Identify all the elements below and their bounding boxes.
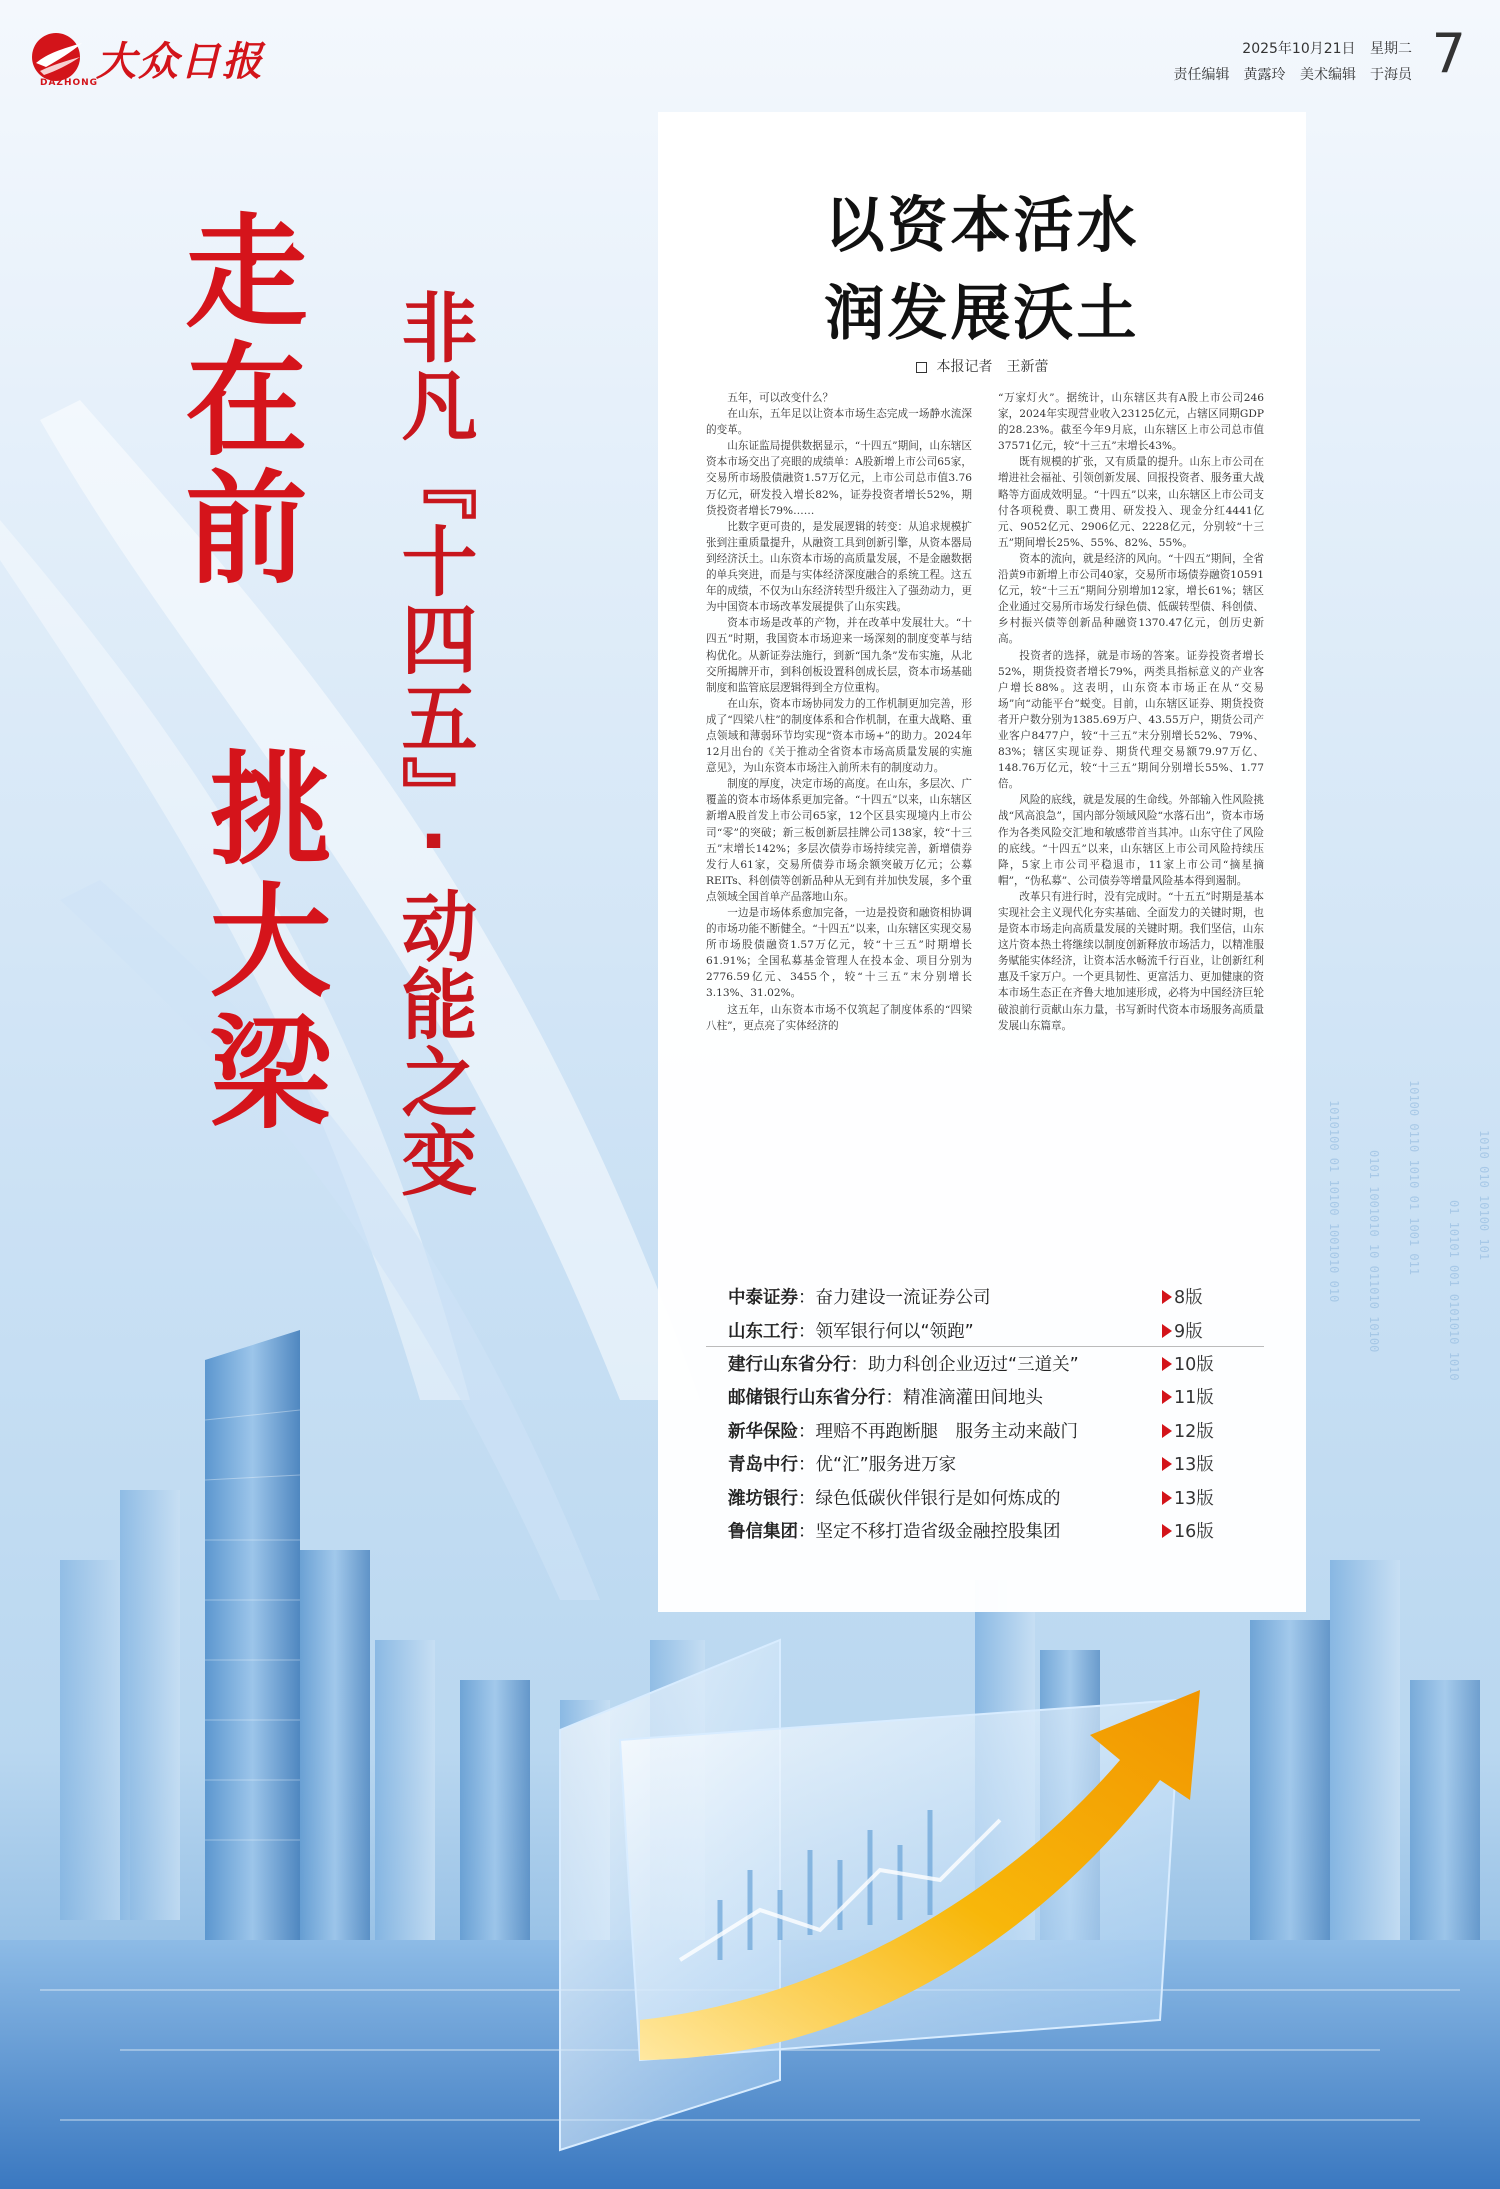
toc-page: 10版 (1174, 1354, 1214, 1375)
slogan-line-2: 挑大梁 (189, 745, 333, 1141)
triangle-right-icon (1162, 1491, 1172, 1505)
list-item[interactable] (728, 1480, 1224, 1513)
newspaper-name: 大众日报 (96, 37, 264, 85)
triangle-right-icon (1162, 1290, 1172, 1304)
toc-title: ：精准滴灌田间地头 (885, 1388, 1043, 1409)
triangle-right-icon (1162, 1457, 1172, 1471)
article-column-2 (998, 390, 1264, 1332)
paragraph: 资本市场是改革的产物，并在改革中发展壮大。“十四五”时期，我国资本市场迎来一场深刻的制度变革与结构优化。从新证券法施行，到新“国九条”发布实施，从北交所揭牌开市，到科创板设置科创成长层，资本市场基础制度和监管底层逻辑得到全方位重构。 (706, 617, 972, 694)
editor: 责任编辑 黄露玲 (1173, 67, 1286, 83)
contents-list (728, 1280, 1224, 1547)
list-item[interactable] (728, 1313, 1224, 1346)
article-headline (658, 182, 1306, 358)
paragraph: 这五年，山东资本市场不仅筑起了制度体系的“四梁八柱”，更点亮了实体经济的 (706, 1003, 972, 1032)
triangle-right-icon (1162, 1524, 1172, 1538)
paragraph: 资本的流向，就是经济的风向。“十四五”期间，全省沿黄9市新增上市公司40家，交易所市场债券融资10591亿元，较“十三五”期间分别增加12家，增长61%；辖区企业通过交易所市场发行绿色债、低碳转型债、科创债、乡村振兴债等创新品种融资1370.47亿元，创历史新高。 (998, 552, 1264, 646)
toc-org: 邮储银行山东省分行 (728, 1388, 886, 1409)
paragraph: 山东证监局提供数据显示，“十四五”期间，山东辖区资本市场交出了亮眼的成绩单：A股新增上市公司65家，交易所市场股债融资1.57万亿元，上市公司总市值3.76万亿元，研发投入增长82%，证券投资者增长52%，期货投资者增长79%…… (706, 440, 972, 517)
toc-org: 山东工行 (728, 1321, 798, 1342)
page-meta (1164, 36, 1412, 88)
list-item[interactable] (728, 1347, 1224, 1380)
toc-org: 新华保险 (728, 1421, 798, 1442)
toc-org: 建行山东省分行 (728, 1354, 851, 1375)
svg-text:1010100 01 10100 1001010 010: 1010100 01 10100 1001010 010 (1327, 1100, 1341, 1303)
byline-text: 本报记者 王新蕾 (936, 359, 1049, 375)
toc-title: ：绿色低碳伙伴银行是如何炼成的 (798, 1488, 1061, 1509)
svg-text:0101 1001010 10 011010 10100: 0101 1001010 10 011010 10100 (1367, 1150, 1381, 1353)
paragraph: 改革只有进行时，没有完成时。“十五五”时期是基本实现社会主义现代化夯实基础、全面发力的关键时期，也是资本市场走向高质量发展的关键时期。我们坚信，山东这片资本热土将继续以制度创新释放市场活力，以精准服务赋能实体经济，让资本活水畅流千行百业，让创新红利惠及千家万户。一个更具韧性、更富活力、更加健康的资本市场生态正在齐鲁大地加速形成，必将为中国经济巨轮破浪前行贡献山东力量，书写新时代资本市场服务高质量发展山东篇章。 (998, 890, 1264, 1032)
paragraph: “万家灯火”。据统计，山东辖区共有A股上市公司246家，2024年实现营业收入23125亿元，占辖区同期GDP的28.23%。截至今年9月底，山东辖区上市公司总市值37571亿元，较“十三五”末增长43%。 (998, 392, 1264, 453)
toc-page: 16版 (1174, 1521, 1214, 1542)
toc-title: ：奋力建设一流证券公司 (798, 1288, 991, 1309)
series-topic: 非凡『十四五』·动能之变 (389, 288, 478, 1199)
article-body (706, 390, 1264, 1332)
list-item[interactable] (728, 1280, 1224, 1313)
toc-title: ：理赔不再跑断腿 服务主动来敲门 (798, 1421, 1078, 1442)
toc-page: 12版 (1174, 1421, 1214, 1442)
toc-title: ：领军银行何以“领跑” (798, 1321, 974, 1342)
toc-page: 13版 (1174, 1455, 1214, 1476)
byline-square-icon (916, 362, 927, 373)
svg-text:1010 010 10100 101: 1010 010 10100 101 (1477, 1130, 1491, 1261)
headline-line-2: 润发展沃土 (824, 279, 1140, 349)
toc-page: 9版 (1174, 1321, 1203, 1342)
art-editor: 美术编辑 于海员 (1300, 67, 1412, 83)
list-item[interactable] (728, 1447, 1224, 1480)
toc-title: ：优“汇”服务进万家 (798, 1455, 957, 1476)
list-item[interactable] (728, 1514, 1224, 1547)
page-number: 7 (1431, 22, 1466, 85)
paragraph: 在山东，五年足以让资本市场生态完成一场静水流深的变革。 (706, 408, 972, 437)
toc-page: 11版 (1174, 1388, 1214, 1409)
toc-org: 青岛中行 (728, 1455, 798, 1476)
newspaper-logo-icon (26, 31, 90, 85)
toc-page: 8版 (1174, 1288, 1203, 1309)
toc-title: ：助力科创企业迈过“三道关” (850, 1354, 1079, 1375)
toc-org: 中泰证券 (728, 1288, 798, 1309)
headline-line-1: 以资本活水 (824, 191, 1140, 261)
triangle-right-icon (1162, 1357, 1172, 1371)
svg-text:01 10101 001 0101010 1010: 01 10101 001 0101010 1010 (1447, 1200, 1461, 1381)
paragraph: 既有规模的扩张，又有质量的提升。山东上市公司在增进社会福祉、引领创新发展、回报投资者、服务重大战略等方面成效明显。“十四五”以来，山东辖区上市公司支付各项税费、职工费用、研发投入、现金分红4441亿元、9052亿元、2906亿元、2228亿元，分别较“十三五”期间增长25%、55%、82%、55%。 (998, 456, 1264, 549)
triangle-right-icon (1162, 1424, 1172, 1438)
paragraph: 五年，可以改变什么？ (727, 392, 834, 404)
masthead (26, 28, 264, 88)
paragraph: 一边是市场体系愈加完备，一边是投资和融资相协调的市场功能不断健全。“十四五”以来，山东辖区实现交易所市场股债融资1.57万亿元，较“十三五”时期增长61.91%；全国私募基金管理人在投本金、项目分别为2776.59亿元、3455个，较“十三五”末分别增长3.13%、31.02%。 (706, 907, 972, 1000)
article-column-1 (706, 390, 972, 1332)
issue-weekday: 星期二 (1370, 41, 1412, 57)
toc-org: 鲁信集团 (728, 1521, 798, 1542)
paragraph: 在山东，资本市场协同发力的工作机制更加完善，形成了“四梁八柱”的制度体系和合作机制，在重大战略、重点领域和薄弱环节均实现“资本市场+”的助力。2024年12月出台的《关于推动全省资本市场高质量发展的实施意见》，为山东资本市场注入前所未有的制度动力。 (706, 697, 972, 775)
byline (658, 356, 1306, 376)
triangle-right-icon (1162, 1324, 1172, 1338)
toc-org: 潍坊银行 (728, 1488, 798, 1509)
paragraph: 投资者的选择，就是市场的答案。证券投资者增长52%，期货投资者增长79%，两类具指标意义的产业客户增长88%。这表明，山东资本市场正在从“交易场”向“动能平台”蜕变。目前，山东辖区证券、期货投资者开户数分别为1385.69万户、43.55万户，期货公司产业客户8477户，较“十三五”末分别增长52%、79%、83%；辖区实现证券、期货代理交易额79.97万亿、148.76万亿元，较“十三五”期间分别增长55%、1.77倍。 (998, 649, 1264, 791)
newspaper-sub: DAZHONG (40, 78, 99, 88)
paragraph: 制度的厚度，决定市场的高度。在山东，多层次、广覆盖的资本市场体系更加完备。“十四五”以来，山东辖区新增A股首发上市公司65家，12个区县实现境内上市公司“零”的突破；新三板创新层挂牌公司138家，较“十三五”末增长142%；多层次债券市场持续完善，新增债券发行人61家，交易所债券市场余额突破万亿元；公募REITs、科创债等创新品种从无到有并加快发展，多个重点领域全国首单产品落地山东。 (706, 778, 972, 903)
list-item[interactable] (728, 1380, 1224, 1413)
paragraph: 比数字更可贵的，是发展逻辑的转变：从追求规模扩张到注重质量提升，从融资工具到创新引擎，从资本器局到经济沃土。山东资本市场的高质量发展，不是金融数据的单兵突进，而是与实体经济深度融合的系统工程。这五年的成绩，不仅为山东经济转型升级注入了强劲动力，更为中国资本市场改革发展提供了山东实践。 (706, 520, 972, 614)
slogan-line-1: 走在前 (165, 208, 309, 592)
list-item[interactable] (728, 1414, 1224, 1447)
toc-title: ：坚定不移打造省级金融控股集团 (798, 1521, 1061, 1542)
svg-text:10100 0110 1010 01 1001 011: 10100 0110 1010 01 1001 011 (1407, 1080, 1421, 1276)
paragraph: 风险的底线，就是发展的生命线。外部输入性风险挑战“风高浪急”，国内部分领域风险“水落石出”，资本市场作为各类风险交汇地和敏感带首当其冲。山东守住了风险的底线。“十四五”以来，山东辖区上市公司风险持续压降，5家上市公司平稳退市，11家上市公司“摘星摘帽”，“伪私募”、公司债券等增量风险基本得到遏制。 (998, 794, 1264, 887)
toc-page: 13版 (1174, 1488, 1214, 1509)
issue-date: 2025年10月21日 (1242, 41, 1356, 57)
triangle-right-icon (1162, 1390, 1172, 1404)
